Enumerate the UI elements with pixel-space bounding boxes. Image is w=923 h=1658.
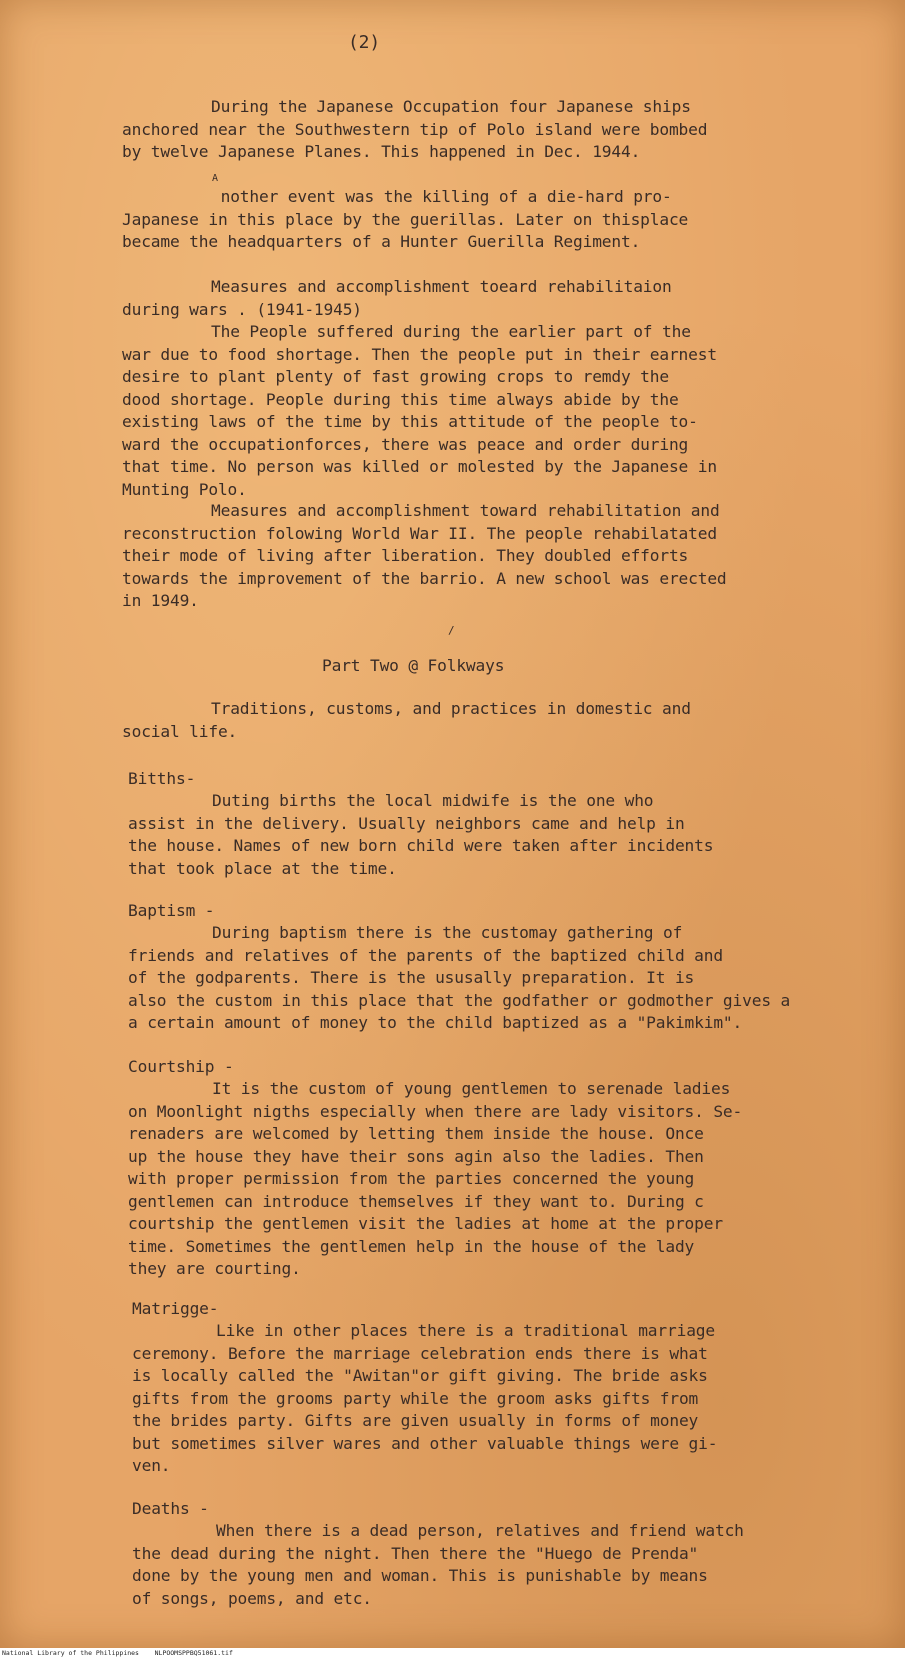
wartime-measures-paragraph: The People suffered during the earlier part of the war due to food shortage. Then the people put in their earnest desire to plant plenty of fast growing crops to remdy the dood shortage. People during this time always abide by the existing laws of the time by this attitude of the people to- ward the occupationforces, there was peace and order during that time. No person was killed or molested by the Japanese in Munting Polo. (122, 322, 717, 499)
page-number: (2) (348, 32, 381, 53)
deaths-heading: Deaths - (132, 1499, 209, 1518)
marriage-paragraph: Like in other places there is a traditional marriage ceremony. Before the marriage celebration ends there is what is locally called the "Awitan"or gift giving. The bride asks gifts from the grooms party while the groom asks gifts from the brides party. Gifts are given usually in forms of money but sometimes silver wares and other valuable things were gi- ven. (132, 1321, 718, 1475)
part-two-title: Part Two @ Folkways (322, 656, 505, 675)
courtship-heading: Courtship - (128, 1057, 234, 1076)
births-paragraph: Duting births the local midwife is the one who assist in the delivery. Usually neighbors came and help in the house. Names of new born child were taken after incidents that took place at the time. (128, 791, 714, 878)
occupation-paragraph: During the Japanese Occupation four Japanese ships anchored near the Southwestern tip of Polo island were bombed by twelve Japanese Planes. This happened in Dec. 1944. (122, 97, 708, 161)
courtship-paragraph: It is the custom of young gentlemen to serenade ladies on Moonlight nigths especially when there are lady visitors. Se- renaders are welcomed by letting them inside the house. Once up the house they have their sons agin also the ladies. Then with proper permission from the parties concerned the young gentlemen can introduce themselves if they want to. During c courtship the gentlemen visit the ladies at home at the proper time. Sometimes the gentlemen help in the house of the lady they are courting. (128, 1079, 743, 1278)
traditions-intro: Traditions, customs, and practices in domestic and social life. (122, 699, 691, 741)
births-heading: Bitths- (128, 769, 196, 788)
postwar-measures-paragraph: Measures and accomplishment toward rehabilitation and reconstruction folowing World War II. The people rehabilatated their mode of living after liberation. They doubled efforts towards the improvement of the barrio. A new school was erected in 1949. (122, 501, 727, 610)
baptism-paragraph: During baptism there is the customay gathering of friends and relatives of the parents of the baptized child and of the godparents. There is the ususally preparation. It is also the custom in this place that the godfather or godmother gives a a certain amount of money to the child baptized as a "Pakimkim". (128, 923, 791, 1032)
another-event-paragraph: nother event was the killing of a die-hard pro- Japanese in this place by the guerillas. Later on thisplace became the headquarters of a Hunter Guerilla Regiment. (122, 187, 689, 251)
slash-mark: / (448, 624, 455, 637)
baptism-heading: Baptism - (128, 901, 215, 920)
marriage-heading: Matrigge- (132, 1299, 219, 1318)
archive-footer: National Library of the Philippines NLPOOMSPPBQ51061.tif (2, 1649, 233, 1657)
wartime-measures-heading: Measures and accomplishment toeard rehabilitaion during wars . (1941-1945) (122, 277, 672, 319)
caret-mark: A (212, 173, 218, 184)
deaths-paragraph: When there is a dead person, relatives and friend watch the dead during the night. Then there the "Huego de Prenda" done by the young men and woman. This is punishable by means of songs, poems, and etc. (132, 1521, 744, 1608)
